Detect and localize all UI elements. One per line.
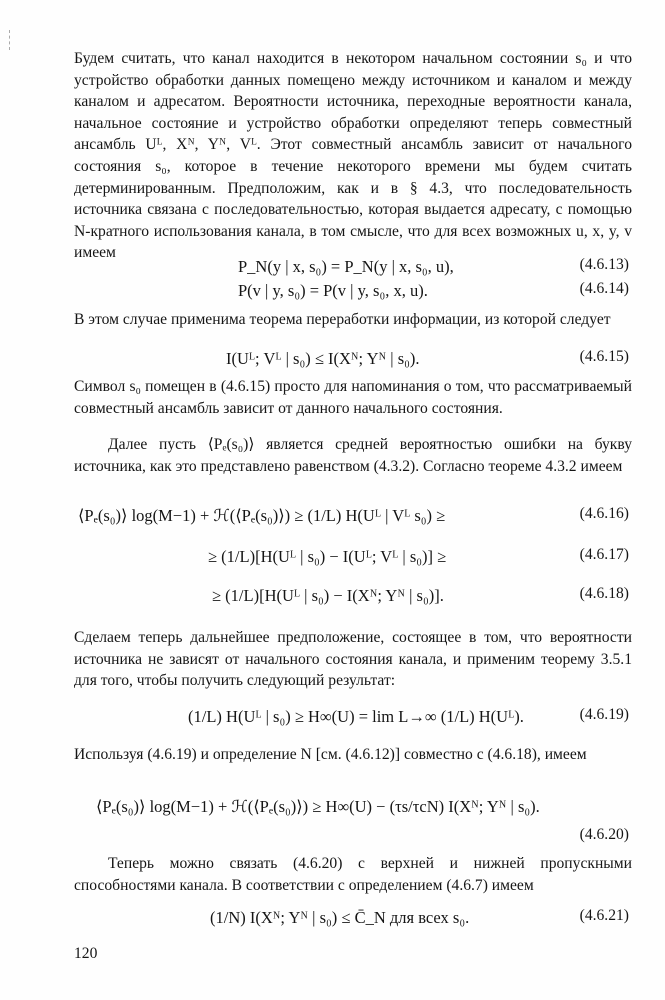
equation-number: (4.6.13) [579, 256, 629, 273]
paragraph-5: Сделаем теперь дальнейшее предположение, состоящее в том, что вероятности источника не зависят от начального состояния канала, и применим теорему 3.5.1 для того, чтобы получить следующий результат: [74, 629, 632, 690]
paragraph-3: Символ s₀ помещен в (4.6.15) просто для напоминания о том, что рассматриваемый совместный ансамбль зависит от данного начального состояния. [74, 378, 632, 417]
paragraph-6: Используя (4.6.19) и определение N [см. (4.6.12)] совместно с (4.6.18), имеем [74, 746, 587, 763]
equation-number: (4.6.16) [579, 505, 629, 522]
equation-4-6-18: ≥ (1/L)[H(Uᴸ | s₀) − I(Xᴺ; Yᴺ | s₀)]. [212, 586, 444, 605]
page-number: 120 [74, 945, 98, 962]
paragraph-4: Далее пусть ⟨Pₑ(s₀)⟩ является средней вероятностью ошибки на букву источника, как это представлено равенством (4.3.2). Согласно теореме 4.3.2 имеем [74, 436, 632, 475]
equation-4-6-15: I(Uᴸ; Vᴸ | s₀) ≤ I(Xᴺ; Yᴺ | s₀). [226, 349, 420, 368]
equation-4-6-19: (1/L) H(Uᴸ | s₀) ≥ H∞(U) = lim L→∞ (1/L) H(Uᴸ). [188, 707, 524, 726]
equation-number: (4.6.14) [579, 280, 629, 297]
equation-4-6-14: P(v | y, s₀) = P(v | y, s₀, x, u). [238, 281, 428, 300]
paragraph-1: Будем считать, что канал находится в некотором начальном состоянии s₀ и что устройство обработки данных помещено между источником и каналом и между каналом и адресатом. Вероятности источника, переходные вероятности канала, начальное состояние и устройство обработки определяют теперь совместный ансамбль Uᴸ, Xᴺ, Yᴺ, Vᴸ. Этот совместный ансамбль зависит от начального состояния s₀, которое в течение некоторого времени мы будем считать детерминированным. Предположим, как и в § 4.3, что последовательность источника связана с последовательностью, которая выдается адресату, с помощью N-кратного использования канала, в том смысле, что для всех возможных u, x, y, v имеем [74, 50, 632, 262]
equation-number: (4.6.19) [579, 706, 629, 723]
margin-mark [9, 30, 11, 50]
equation-4-6-21: (1/N) I(Xᴺ; Yᴺ | s₀) ≤ C̄_N для всех s₀. [210, 908, 470, 927]
equation-4-6-20: ⟨Pₑ(s₀)⟩ log(M−1) + ℋ(⟨Pₑ(s₀)⟩) ≥ H∞(U) − (τs/τcN) I(Xᴺ; Yᴺ | s₀). [96, 797, 540, 816]
equation-4-6-17: ≥ (1/L)[H(Uᴸ | s₀) − I(Uᴸ; Vᴸ | s₀)] ≥ [208, 547, 447, 566]
equation-4-6-16: ⟨Pₑ(s₀)⟩ log(M−1) + ℋ(⟨Pₑ(s₀)⟩) ≥ (1/L) H(Uᴸ | Vᴸ s₀) ≥ [78, 506, 446, 525]
equation-number: (4.6.15) [579, 348, 629, 365]
equation-4-6-13: P_N(y | x, s₀) = P_N(y | x, s₀, u), [238, 257, 454, 276]
equation-number: (4.6.18) [579, 585, 629, 602]
paragraph-7: Теперь можно связать (4.6.20) с верхней и нижней пропускными способностями канала. В соответствии с определением (4.6.7) имеем [74, 855, 632, 894]
equation-number: (4.6.21) [579, 907, 629, 924]
equation-number: (4.6.20) [579, 826, 629, 843]
equation-number: (4.6.17) [579, 546, 629, 563]
paragraph-2: В этом случае применима теорема переработки информации, из которой следует [74, 311, 611, 328]
